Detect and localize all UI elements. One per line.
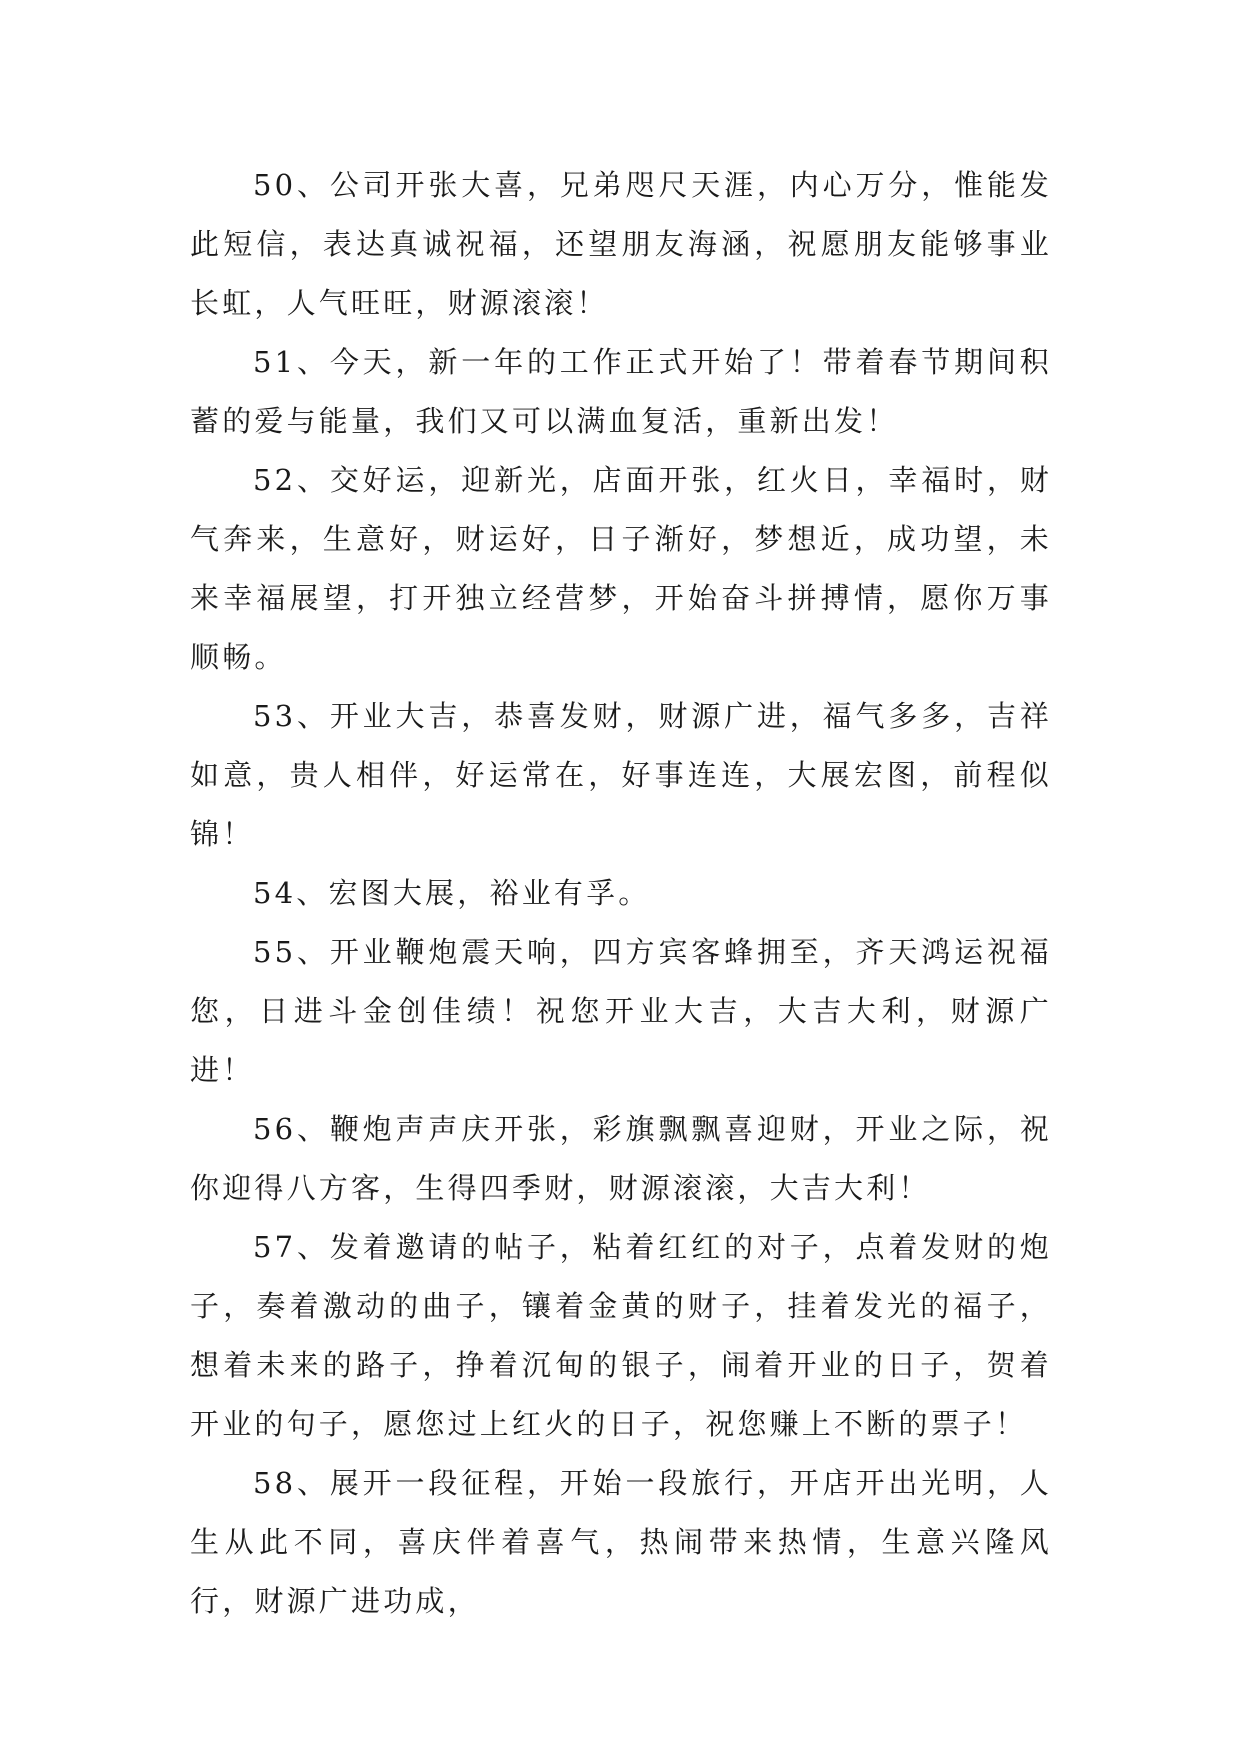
- paragraph-56: 56、鞭炮声声庆开张，彩旗飘飘喜迎财，开业之际，祝你迎得八方客，生得四季财，财源滚滚，大吉大利！: [190, 1112, 1052, 1205]
- paragraph-55: 55、开业鞭炮震天响，四方宾客蜂拥至，齐天鸿运祝福您，日进斗金创佳绩！祝您开业大吉，大吉大利，财源广进！: [190, 935, 1052, 1087]
- document-body: [190, 156, 1052, 1631]
- paragraph-51: 51、今天，新一年的工作正式开始了！带着春节期间积蓄的爱与能量，我们又可以满血复活，重新出发！: [190, 345, 1052, 438]
- paragraph-57: 57、发着邀请的帖子，粘着红红的对子，点着发财的炮子，奏着激动的曲子，镶着金黄的财子，挂着发光的福子，想着未来的路子，挣着沉甸的银子，闹着开业的日子，贺着开业的句子，愿您过上红火的日子，祝您赚上不断的票子！: [190, 1230, 1052, 1441]
- paragraph-52: 52、交好运，迎新光，店面开张，红火日，幸福时，财气奔来，生意好，财运好，日子渐好，梦想近，成功望，未来幸福展望，打开独立经营梦，开始奋斗拼搏情，愿你万事顺畅。: [190, 463, 1052, 674]
- paragraph-50: 50、公司开张大喜，兄弟咫尺天涯，内心万分，惟能发此短信，表达真诚祝福，还望朋友海涵，祝愿朋友能够事业长虹，人气旺旺，财源滚滚！: [190, 168, 1052, 320]
- paragraph-58: 58、展开一段征程，开始一段旅行，开店开出光明，人生从此不同，喜庆伴着喜气，热闹带来热情，生意兴隆风行，财源广进功成，: [190, 1466, 1052, 1618]
- paragraph-53: 53、开业大吉，恭喜发财，财源广进，福气多多，吉祥如意，贵人相伴，好运常在，好事连连，大展宏图，前程似锦！: [190, 699, 1052, 851]
- paragraph-54: 54、宏图大展，裕业有孚。: [253, 876, 651, 910]
